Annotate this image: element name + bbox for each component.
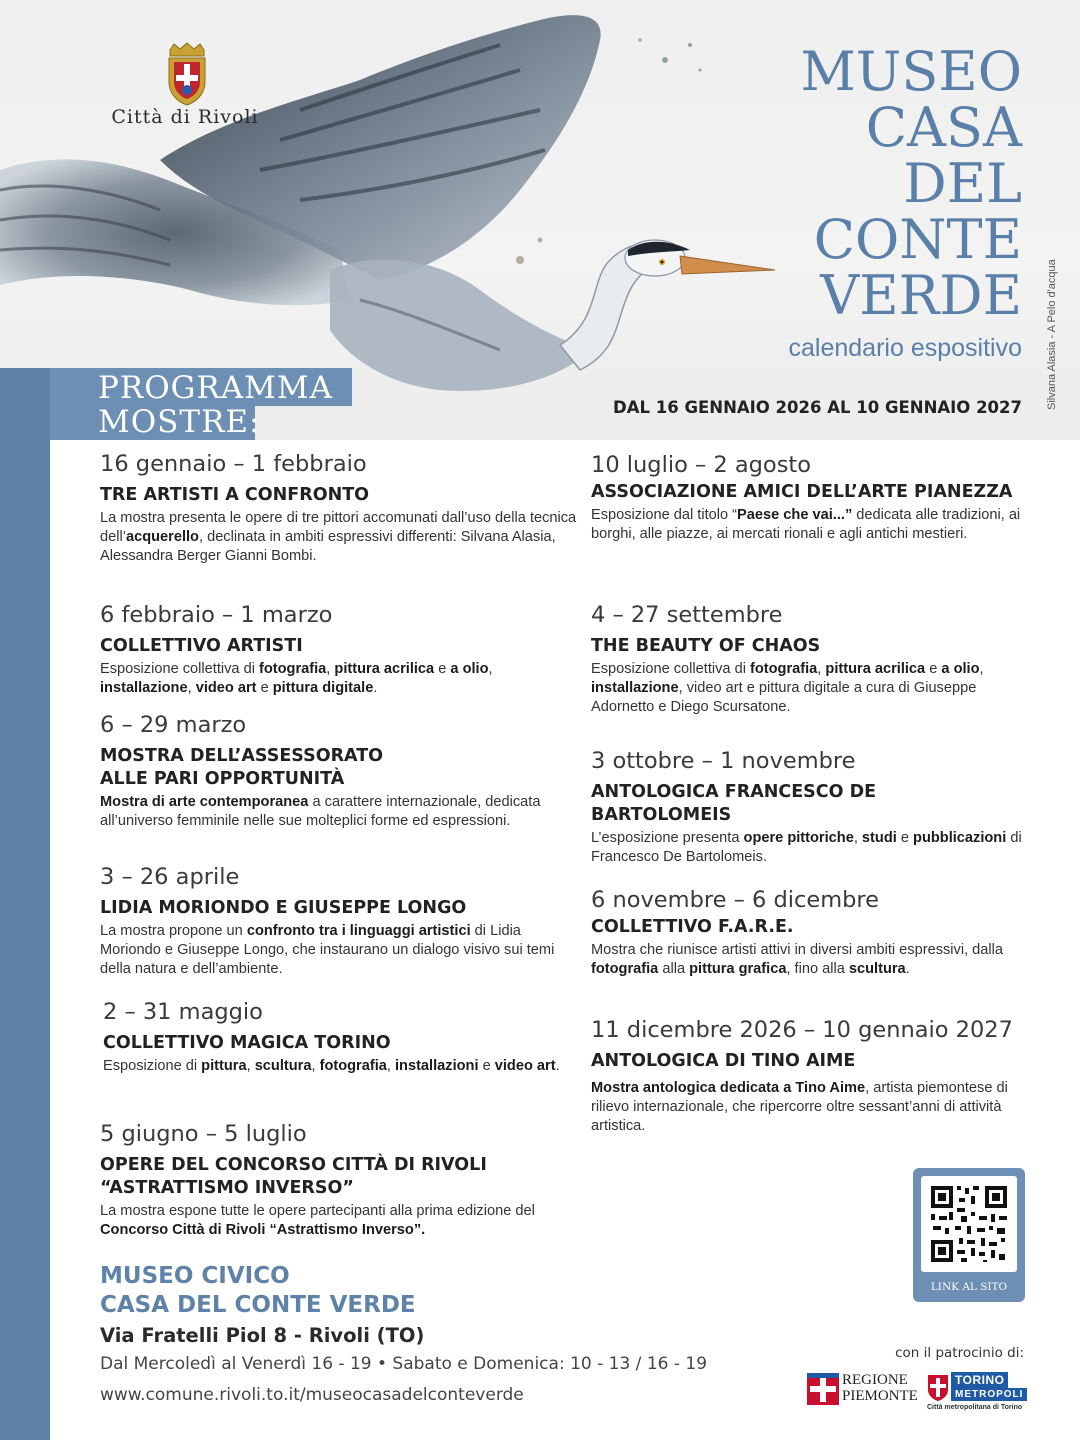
description-text: Mostra che riunisce artisti attivi in diversi ambiti espressivi, dalla <box>591 942 1004 958</box>
event-description <box>100 509 585 566</box>
museum-title-line: MUSEO <box>800 40 1022 103</box>
event-title: ANTOLOGICA DI TINO AIME <box>591 1051 856 1071</box>
event-item <box>591 451 1036 544</box>
museum-address: Via Fratelli Piol 8 - Rivoli (TO) <box>100 1324 425 1347</box>
patronage-label: con il patrocinio di: <box>895 1345 1024 1361</box>
description-emphasis: fotografia <box>750 661 818 677</box>
torino-metropoli-shield-icon <box>927 1374 949 1402</box>
event-title: COLLETTIVO MAGICA TORINO <box>103 1033 391 1053</box>
description-text: , fino alla <box>786 961 849 977</box>
museum-name <box>100 1262 416 1320</box>
description-text: dedicata alle tradizioni, ai borghi, alle piazze, ai mercati rionali e agli antichi mestieri. <box>591 507 1021 542</box>
description-text: La mostra propone un <box>100 923 247 939</box>
event-description <box>591 506 1036 544</box>
description-text: alla <box>658 961 690 977</box>
event-description <box>591 660 1036 717</box>
programma-heading: PROGRAMMA <box>98 370 333 406</box>
event-date: 11 dicembre 2026 – 10 gennaio 2027 <box>591 1017 1013 1043</box>
event-description <box>591 829 1036 867</box>
description-text: e <box>925 661 942 677</box>
event-description <box>103 1057 588 1076</box>
event-item <box>100 601 585 698</box>
torino-line3: Città metropolitana di Torino <box>927 1404 1023 1411</box>
description-text: a carattere internazionale, dedicata all’universo femminile nelle sue molteplici forme ed espressioni. <box>100 794 541 829</box>
event-item <box>591 886 1021 979</box>
museum-title <box>800 40 1022 327</box>
description-emphasis: fotografia <box>591 961 659 977</box>
torino-line2: METROPOLI <box>951 1388 1027 1401</box>
description-text: e <box>434 661 451 677</box>
description-text: di Francesco De Bartolomeis. <box>591 830 1022 865</box>
description-text: , declinata in ambiti espressivi differenti: Silvana Alasia, Alessandra Berger Gianni Bombi. <box>100 529 556 564</box>
description-emphasis: fotografia <box>319 1058 387 1074</box>
event-description <box>100 1202 585 1240</box>
description-text: , video art e pittura digitale a cura di Giuseppe Adornetto e Diego Scursatone. <box>591 680 977 715</box>
event-description <box>100 660 585 698</box>
description-emphasis: pittura acrilica <box>825 661 926 677</box>
event-item <box>100 450 585 566</box>
museum-title-line: CONTE <box>813 208 1022 271</box>
artwork-credit: Silvana Alasia - A Pelo d'acqua <box>1046 259 1058 410</box>
description-emphasis: pubblicazioni <box>913 830 1007 846</box>
event-date: 6 febbraio – 1 marzo <box>100 602 333 628</box>
regione-piemonte-logo <box>807 1373 917 1409</box>
description-emphasis: scultura <box>848 961 906 977</box>
event-description <box>591 941 1021 979</box>
description-text: e <box>256 680 273 696</box>
torino-line1: TORINO <box>951 1372 1008 1388</box>
description-emphasis: pittura digitale <box>272 680 374 696</box>
event-title: MOSTRA DELL’ASSESSORATO ALLE PARI OPPORTUNITÀ <box>100 746 384 789</box>
city-name: Città di Rivoli <box>111 106 259 128</box>
event-title: COLLETTIVO ARTISTI <box>100 636 303 656</box>
museum-title-line: DEL <box>903 152 1022 215</box>
regione-line2: PIEMONTE <box>842 1388 918 1404</box>
event-item <box>100 711 585 831</box>
opening-hours: Dal Mercoledì al Venerdì 16 - 19 • Sabato e Domenica: 10 - 13 / 16 - 19 <box>100 1354 708 1374</box>
city-coat-of-arms-icon <box>160 42 214 106</box>
qr-code-card[interactable] <box>913 1168 1025 1302</box>
event-item <box>591 1016 1036 1136</box>
museum-title-line: CASA <box>865 96 1022 159</box>
event-item <box>591 601 1036 717</box>
description-text: e <box>896 830 914 846</box>
description-text: . <box>373 680 378 696</box>
description-text: Esposizione collettiva di <box>591 661 750 677</box>
event-date: 5 giugno – 5 luglio <box>100 1121 307 1147</box>
description-emphasis: studi <box>861 830 897 846</box>
website-link[interactable]: www.comune.rivoli.to.it/museocasadelconteverde <box>100 1385 524 1405</box>
qr-code-label: LINK AL SITO <box>930 1281 1008 1293</box>
regione-line1: REGIONE <box>842 1372 908 1388</box>
torino-metropoli-logo <box>927 1372 1027 1416</box>
description-text: , <box>853 830 862 846</box>
description-text: , artista piemontese di rilievo internazionale, che ripercorre oltre sessant’anni di attività artistica. <box>591 1080 1008 1134</box>
event-item <box>100 1120 585 1240</box>
description-emphasis: installazione <box>591 680 679 696</box>
description-text: Esposizione di <box>103 1058 202 1074</box>
description-emphasis: installazione <box>100 680 188 696</box>
description-emphasis: fotografia <box>259 661 327 677</box>
event-title: ANTOLOGICA FRANCESCO DE BARTOLOMEIS <box>591 782 877 825</box>
description-text: L’esposizione presenta <box>591 830 744 846</box>
event-date: 4 – 27 settembre <box>591 602 783 628</box>
event-date: 3 ottobre – 1 novembre <box>591 748 856 774</box>
description-text: , <box>326 661 335 677</box>
programma-banner <box>50 368 352 440</box>
date-range: DAL 16 GENNAIO 2026 AL 10 GENNAIO 2027 <box>613 398 1022 417</box>
description-emphasis: video art <box>195 680 257 696</box>
subtitle: calendario espositivo <box>788 334 1022 362</box>
description-emphasis: confronto tra i linguaggi artistici <box>246 923 471 939</box>
event-description <box>591 1079 1036 1136</box>
museum-title-line: VERDE <box>820 264 1022 327</box>
event-description <box>100 922 585 979</box>
description-emphasis: scultura <box>254 1058 312 1074</box>
description-emphasis: pittura grafica <box>689 961 787 977</box>
event-date: 6 novembre – 6 dicembre <box>591 887 880 913</box>
description-emphasis: installazioni <box>394 1058 479 1074</box>
event-date: 16 gennaio – 1 febbraio <box>100 451 367 477</box>
event-date: 2 – 31 maggio <box>103 999 263 1025</box>
event-item <box>591 747 1036 867</box>
event-date: 6 – 29 marzo <box>100 712 247 738</box>
event-title: COLLETTIVO F.A.R.E. <box>591 917 794 937</box>
description-emphasis: Paese che vai...” <box>737 507 853 523</box>
description-text: La mostra presenta le opere di tre pittori accomunati dall’uso della tecnica dell’ <box>100 510 577 545</box>
description-text: Esposizione dal titolo “ <box>591 507 738 523</box>
museum-name-line: MUSEO CIVICO <box>100 1263 290 1289</box>
description-text: , <box>979 661 984 677</box>
description-text: , <box>246 1058 255 1074</box>
description-text: e <box>478 1058 495 1074</box>
description-text: La mostra espone tutte le opere partecipanti alla prima edizione del <box>100 1203 535 1219</box>
description-emphasis: pittura <box>201 1058 247 1074</box>
event-title: THE BEAUTY OF CHAOS <box>591 636 821 656</box>
description-text: , <box>386 1058 395 1074</box>
description-text: , <box>488 661 493 677</box>
description-text: , <box>187 680 196 696</box>
event-title: ASSOCIAZIONE AMICI DELL’ARTE PIANEZZA <box>591 482 1013 502</box>
description-emphasis: acquerello <box>125 529 199 545</box>
event-title: OPERE DEL CONCORSO CITTÀ DI RIVOLI “ASTRATTISMO INVERSO” <box>100 1155 487 1198</box>
event-title: LIDIA MORIONDO E GIUSEPPE LONGO <box>100 898 467 918</box>
event-item <box>103 998 588 1076</box>
description-emphasis: Mostra antologica dedicata a Tino Aime <box>591 1080 866 1096</box>
mostre-heading: MOSTRE: <box>98 404 261 440</box>
left-accent-band <box>0 368 50 1440</box>
description-text: Esposizione collettiva di <box>100 661 259 677</box>
description-emphasis: video art <box>494 1058 556 1074</box>
description-text: di Lidia Moriondo e Giuseppe Longo, che instaurano un dialogo visivo sui temi della natura e dell’ambiente. <box>100 923 555 977</box>
description-emphasis: opere pittoriche <box>743 830 854 846</box>
event-description <box>100 793 585 831</box>
description-text: , <box>311 1058 320 1074</box>
description-text: . <box>555 1058 560 1074</box>
regione-piemonte-flag-icon <box>807 1373 839 1405</box>
description-emphasis: a olio <box>450 661 489 677</box>
event-date: 10 luglio – 2 agosto <box>591 452 812 478</box>
museum-name-line: CASA DEL CONTE VERDE <box>100 1292 416 1318</box>
description-emphasis: pittura acrilica <box>334 661 435 677</box>
qr-code[interactable] <box>921 1176 1017 1272</box>
description-emphasis: Mostra di arte contemporanea <box>100 794 309 810</box>
event-date: 3 – 26 aprile <box>100 864 240 890</box>
description-emphasis: Concorso Città di Rivoli “Astrattismo Inverso”. <box>100 1222 426 1238</box>
description-emphasis: a olio <box>941 661 980 677</box>
event-title: TRE ARTISTI A CONFRONTO <box>100 485 370 505</box>
event-item <box>100 863 585 979</box>
description-text: , <box>817 661 826 677</box>
description-text: . <box>905 961 910 977</box>
qr-code-icon <box>921 1176 1017 1272</box>
